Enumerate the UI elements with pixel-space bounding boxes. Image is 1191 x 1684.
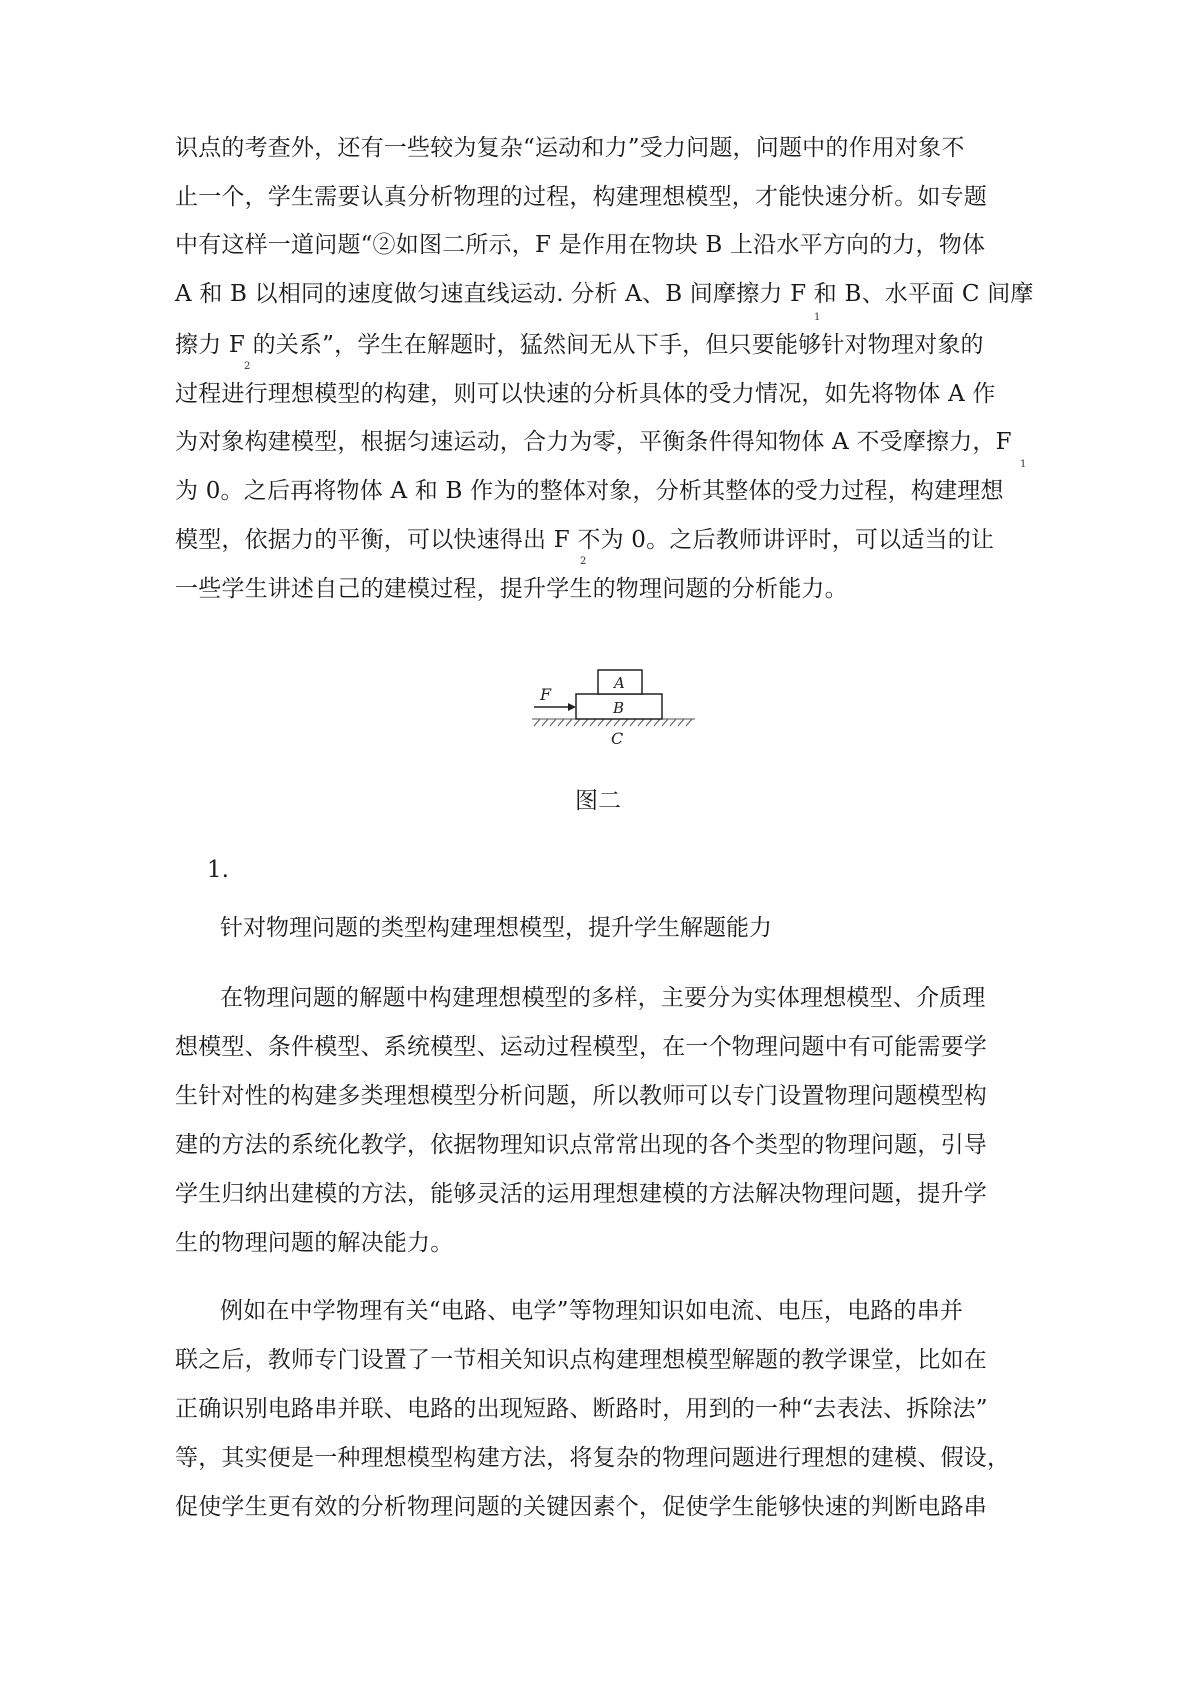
- force-arrow-icon: [534, 703, 576, 711]
- block-a-label: A: [614, 674, 625, 692]
- ground-hatching: [532, 719, 695, 726]
- paragraph-line: 等，其实便是一种理想模型构建方法，将复杂的物理问题进行理想的建模、假设，: [175, 1445, 1011, 1471]
- subscript: 1: [1020, 459, 1027, 470]
- paragraph-line: 一些学生讲述自己的建模过程，提升学生的物理问题的分析能力。: [175, 576, 848, 602]
- paragraph-line: 中有这样一道问题“②如图二所示，F 是作用在物块 B 上沿水平方向的力，物体: [175, 232, 986, 258]
- paragraph-line: 在物理问题的解题中构建理想模型的多样，主要分为实体理想模型、介质理: [220, 985, 986, 1011]
- paragraph-line: 为对象构建模型，根据匀速运动，合力为零，平衡条件得知物体 A 不受摩擦力，F: [175, 429, 1012, 455]
- paragraph-line: 想模型、条件模型、系统模型、运动过程模型，在一个物理问题中有可能需要学: [175, 1034, 987, 1060]
- paragraph-line: 识点的考查外，还有一些较为复杂“运动和力”受力问题，问题中的作用对象不: [175, 135, 965, 161]
- list-number: 1.: [207, 857, 229, 883]
- ground-label: C: [611, 729, 624, 748]
- paragraph-line: 学生归纳出建模的方法，能够灵活的运用理想建模的方法解决物理问题，提升学: [175, 1181, 987, 1207]
- paragraph-line: 促使学生更有效的分析物理问题的关键因素个，促使学生能够快速的判断电路串: [175, 1494, 987, 1520]
- paragraph-line: 擦力 F 的关系”，学生在解题时，猛然间无从下手，但只要能够针对物理对象的: [175, 332, 984, 358]
- paragraph-line: 例如在中学物理有关“电路、电学”等物理知识如电流、电压，电路的串并: [220, 1298, 964, 1324]
- paragraph-line: 生的物理问题的解决能力。: [175, 1230, 454, 1256]
- paragraph-line: 为 0。之后再将物体 A 和 B 作为的整体对象，分析其整体的受力过程，构建理想: [175, 478, 1004, 504]
- block-b-label: B: [613, 699, 625, 717]
- subscript: 2: [244, 361, 251, 372]
- paragraph-line: 建的方法的系统化教学，依据物理知识点常常出现的各个类型的物理问题，引导: [175, 1132, 987, 1158]
- paragraph-line: 联之后，教师专门设置了一节相关知识点构建理想模型解题的教学课堂，比如在: [175, 1347, 987, 1373]
- subscript: 1: [814, 312, 821, 323]
- block-diagram-figure: [530, 650, 700, 750]
- subscript: 2: [580, 556, 587, 567]
- figure-caption: 图二: [575, 788, 621, 814]
- block-diagram: [530, 650, 700, 750]
- paragraph-line: 止一个，学生需要认真分析物理的过程，构建理想模型，才能快速分析。如专题: [175, 184, 987, 210]
- paragraph-line: A 和 B 以相同的速度做匀速直线运动. 分析 A、B 间摩擦力 F 和 B、水平面 C 间摩: [175, 281, 1034, 307]
- paragraph-line: 模型，依据力的平衡，可以快速得出 F 不为 0。之后教师讲评时，可以适当的让: [175, 527, 995, 553]
- paragraph-line: 过程进行理想模型的构建，则可以快速的分析具体的受力情况，如先将物体 A 作: [175, 381, 996, 407]
- section-heading: 针对物理问题的类型构建理想模型，提升学生解题能力: [220, 915, 772, 941]
- force-label: F: [540, 685, 552, 704]
- paragraph-line: 生针对性的构建多类理想模型分析问题，所以教师可以专门设置物理问题模型构: [175, 1083, 987, 1109]
- paragraph-line: 正确识别电路串并联、电路的出现短路、断路时，用到的一种“去表法、拆除法”: [175, 1396, 988, 1422]
